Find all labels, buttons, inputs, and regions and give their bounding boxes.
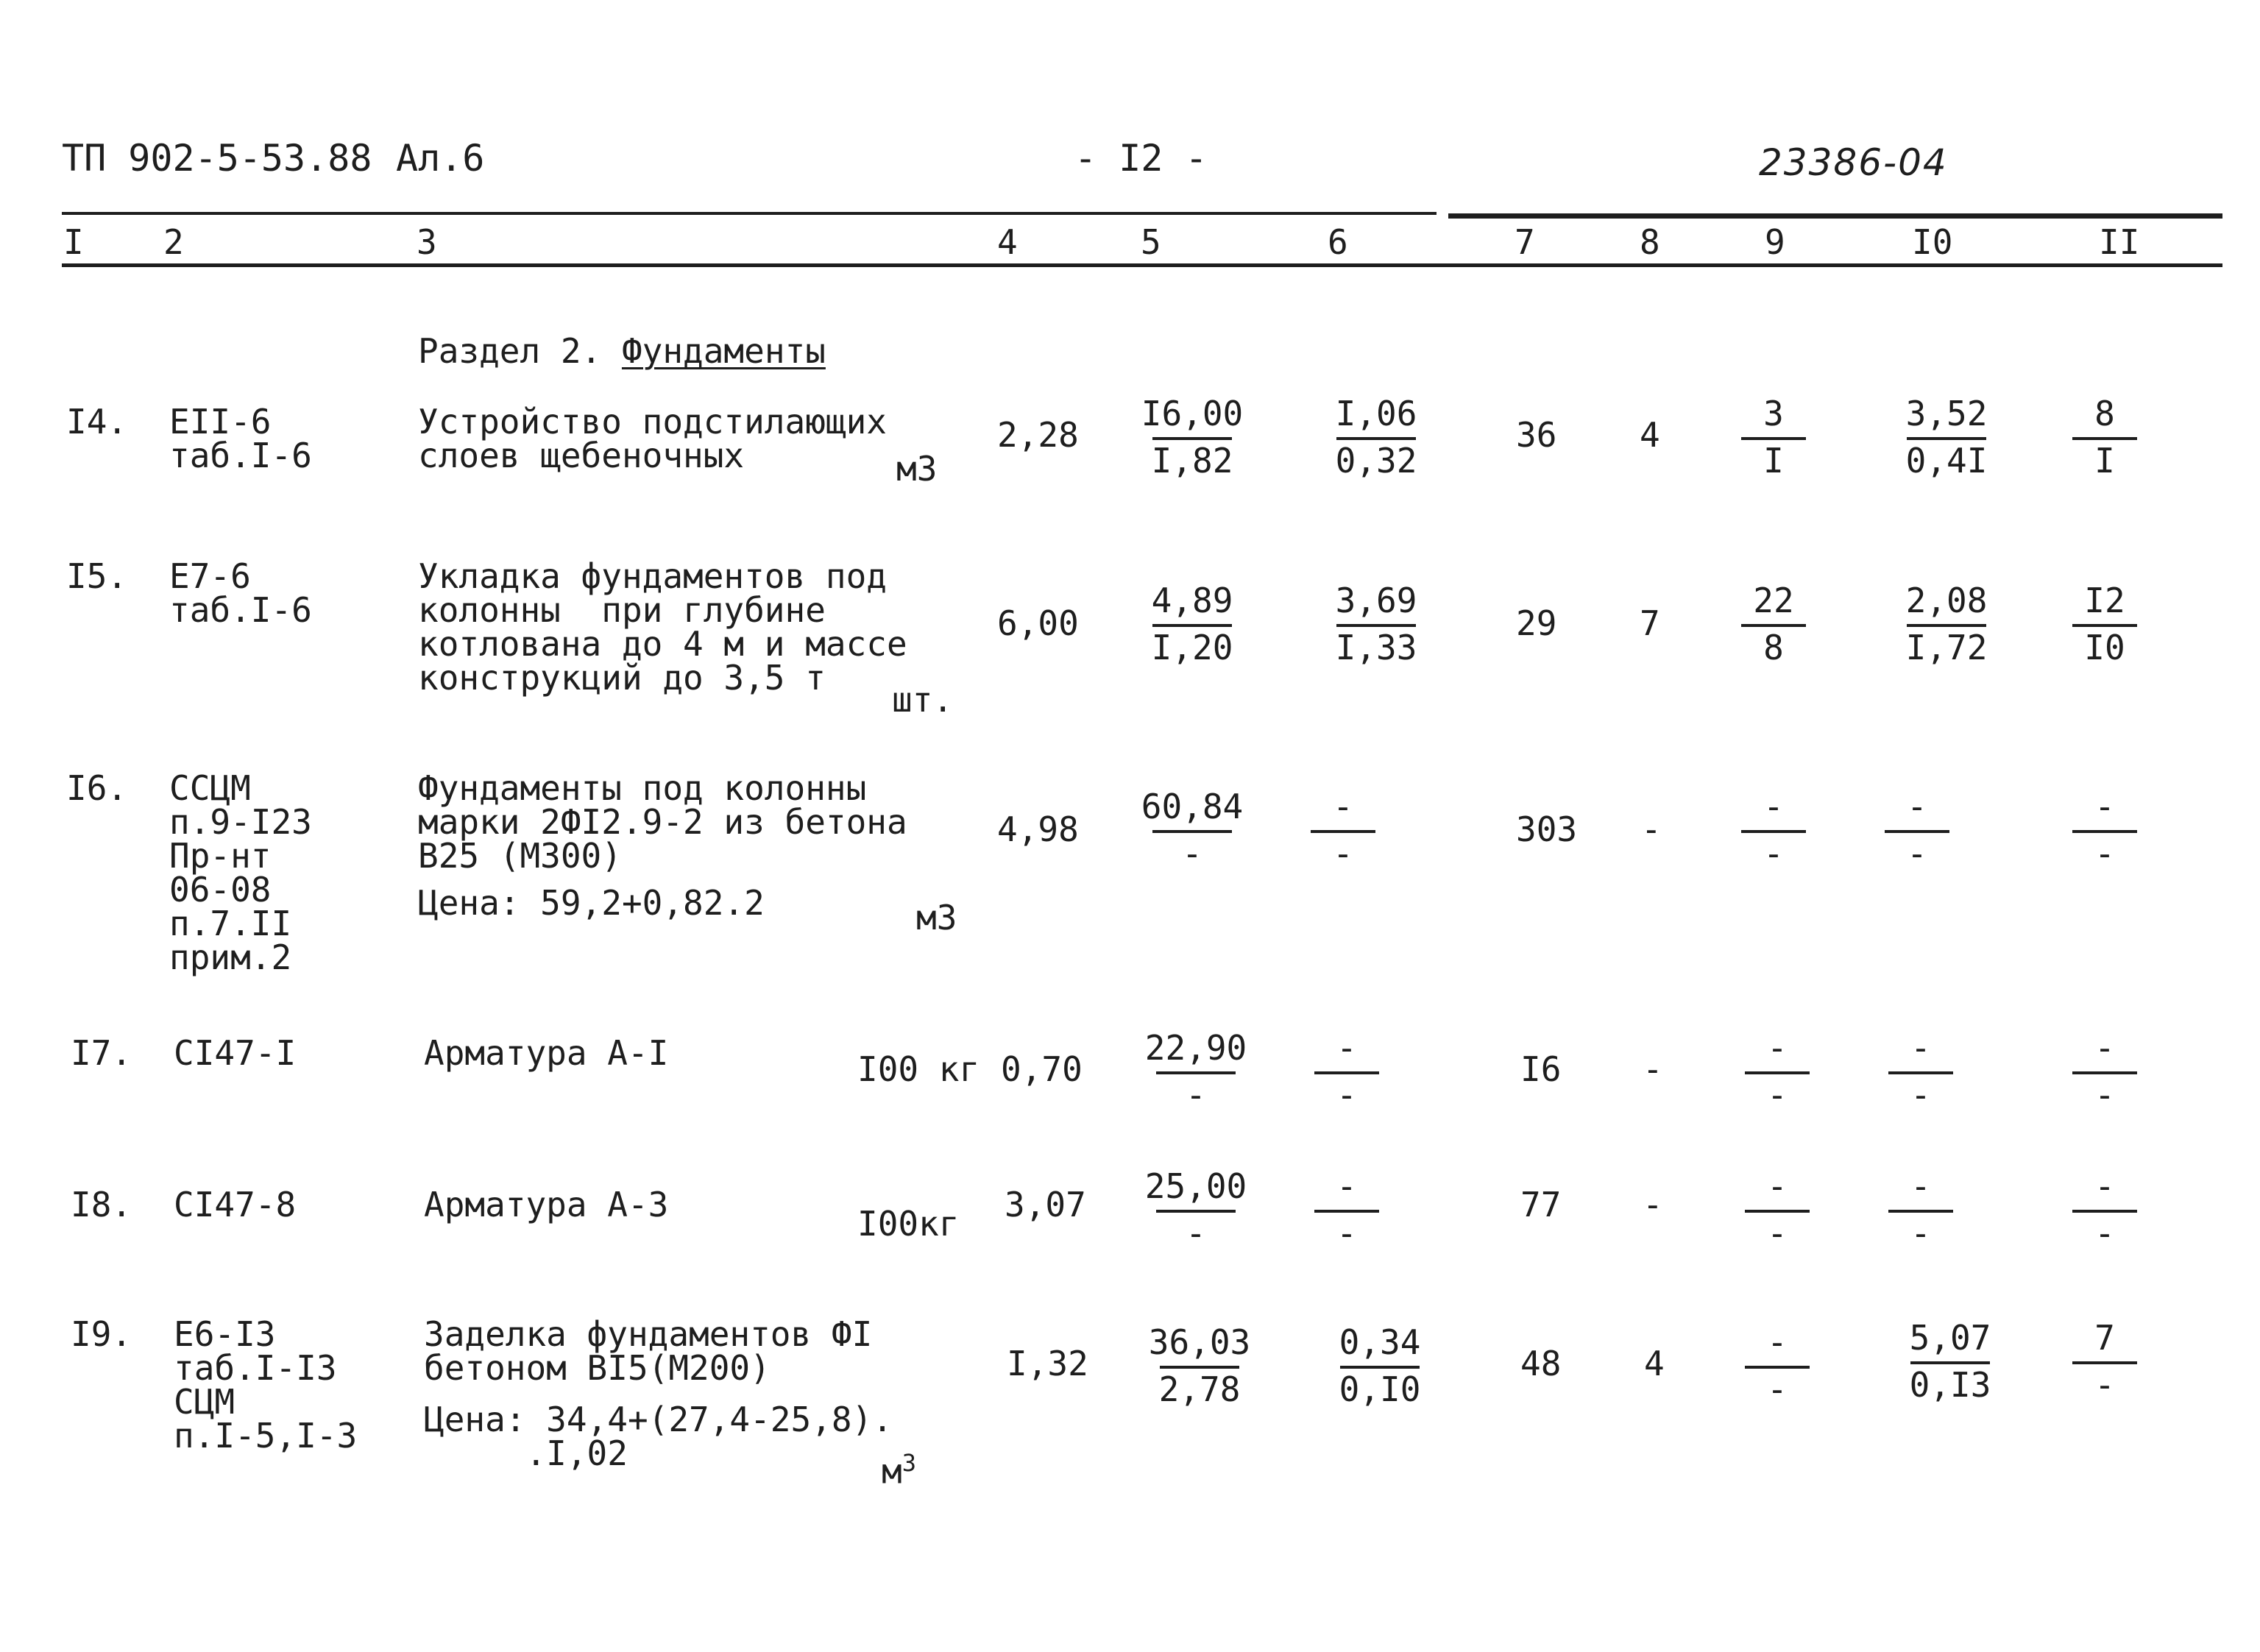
row-col8: 4 [1640, 415, 1660, 455]
row-col4: 0,70 [1001, 1049, 1083, 1089]
row-unit: м3 [896, 449, 938, 489]
row-col10 [1891, 580, 2002, 671]
row-col8: - [1641, 809, 1662, 849]
col6-bottom: 0,I0 [1339, 1369, 1421, 1409]
column-2: 2 [163, 222, 184, 262]
row-number: I4. [66, 402, 128, 442]
row-unit: м3 [916, 898, 957, 937]
doc-code: ТП 902-5-53.88 [62, 137, 372, 180]
col5-top: I6,00 [1141, 394, 1244, 433]
col11-bottom: - [2094, 1213, 2115, 1253]
col5-top: 36,03 [1148, 1322, 1251, 1362]
column-4: 4 [997, 222, 1018, 262]
row-col6 [1325, 1322, 1435, 1413]
row-col10 [1862, 786, 1972, 877]
col11-top: - [2094, 787, 2115, 826]
col6-top: - [1333, 787, 1353, 826]
col9-top: - [1767, 1322, 1788, 1362]
column-8: 8 [1640, 222, 1660, 262]
row-col11 [2050, 1166, 2160, 1257]
col6-top: - [1336, 1028, 1357, 1068]
row-col7: 77 [1520, 1185, 1562, 1224]
row-col6 [1321, 393, 1431, 484]
row-col8: - [1643, 1049, 1663, 1089]
col10-bottom: - [1910, 1075, 1931, 1115]
col5-bottom: 2,78 [1158, 1369, 1241, 1409]
column-3: 3 [417, 222, 437, 262]
row-description: Арматура A-3 [424, 1185, 669, 1224]
col11-bottom: I0 [2084, 628, 2125, 667]
col5-bottom: - [1186, 1213, 1206, 1253]
album-number: Ал.6 [396, 137, 485, 180]
column-1: I [63, 222, 84, 262]
col10-bottom: 0,4I [1905, 441, 1988, 481]
page-number: - I2 - [1074, 137, 1208, 180]
col10-top: - [1910, 1028, 1931, 1068]
column-10: I0 [1912, 222, 1953, 262]
row-col9 [1718, 786, 1829, 877]
row-col6 [1292, 1166, 1402, 1257]
col9-bottom: I [1763, 441, 1784, 481]
col9-top: - [1767, 1166, 1788, 1206]
row-col6 [1292, 1027, 1402, 1119]
row-price: Цена: 34,4+(27,4-25,8). .I,02 [424, 1400, 893, 1473]
row-unit [882, 1449, 916, 1492]
row-col8: 4 [1644, 1344, 1665, 1383]
row-col9 [1718, 580, 1829, 671]
row-code: CI47-8 [174, 1185, 297, 1224]
row-col8: 7 [1640, 603, 1660, 643]
col10-bottom: 0,I3 [1909, 1365, 1991, 1405]
col5-top: 25,00 [1144, 1166, 1247, 1206]
col9-top: 22 [1753, 581, 1794, 620]
col5-bottom: - [1182, 834, 1202, 873]
col11-top: I2 [2084, 581, 2125, 620]
col6-bottom: - [1333, 834, 1353, 873]
column-7: 7 [1515, 222, 1535, 262]
row-col7: 29 [1516, 603, 1557, 643]
row-unit-exponent: 3 [901, 1449, 916, 1477]
row-unit: шт. [892, 680, 954, 720]
row-col5 [1137, 580, 1247, 671]
row-col8: - [1643, 1185, 1663, 1224]
col11-bottom: - [2094, 1365, 2115, 1405]
row-col4: 3,07 [1005, 1185, 1086, 1224]
row-col7: 36 [1516, 415, 1557, 455]
row-code: E7-6 таб.I-6 [169, 556, 312, 630]
row-col4: 4,98 [997, 809, 1079, 849]
col6-top: 0,34 [1339, 1322, 1421, 1362]
col5-bottom: - [1186, 1075, 1206, 1115]
col9-bottom: - [1763, 834, 1784, 873]
row-col11 [2050, 1027, 2160, 1119]
row-price: Цена: 59,2+0,82.2 [418, 883, 765, 923]
row-col9 [1718, 393, 1829, 484]
col10-bottom: I,72 [1905, 628, 1988, 667]
header-rule-top-right [1448, 213, 2222, 219]
row-col10 [1895, 1317, 2005, 1408]
col11-top: - [2094, 1166, 2115, 1206]
section-prefix: Раздел 2. [418, 331, 602, 371]
row-col7: I6 [1520, 1049, 1562, 1089]
col10-top: - [1910, 1166, 1931, 1206]
header-rule-top-left [62, 212, 1437, 215]
col5-top: 60,84 [1141, 787, 1244, 826]
row-col9 [1722, 1027, 1832, 1119]
col6-top: - [1336, 1166, 1357, 1206]
row-unit: I00 кг [857, 1049, 980, 1089]
col11-top: - [2094, 1028, 2115, 1068]
col11-top: 8 [2094, 394, 2115, 433]
col9-top: - [1767, 1028, 1788, 1068]
section-title [418, 331, 826, 371]
col9-bottom: - [1767, 1213, 1788, 1253]
col10-top: 5,07 [1909, 1318, 1991, 1358]
col11-bottom: - [2094, 1075, 2115, 1115]
stamp-number: 23386-04 [1759, 141, 1948, 184]
row-col7: 48 [1520, 1344, 1562, 1383]
row-col11 [2050, 1317, 2160, 1408]
col5-bottom: I,20 [1151, 628, 1233, 667]
row-col6 [1288, 786, 1398, 877]
col10-bottom: - [1910, 1213, 1931, 1253]
row-col10 [1866, 1166, 1976, 1257]
col5-top: 4,89 [1151, 581, 1233, 620]
col9-top: - [1763, 787, 1784, 826]
row-col9 [1722, 1322, 1832, 1413]
row-description: Фундаменты под колонны марки 2ФI2.9-2 из бетона B25 (M300) [418, 768, 907, 876]
row-col11 [2050, 786, 2160, 877]
col6-top: I,06 [1335, 394, 1417, 433]
column-5: 5 [1141, 222, 1161, 262]
row-col9 [1722, 1166, 1832, 1257]
col9-top: 3 [1763, 394, 1784, 433]
row-number: I6. [66, 768, 128, 808]
row-description: Укладка фундаментов под колонны при глубине котлована до 4 м и массе конструкций до 3,5 т [418, 556, 907, 698]
row-col4: 2,28 [997, 415, 1079, 455]
row-col5 [1137, 393, 1247, 484]
row-code: CI47-I [174, 1033, 297, 1073]
col10-top: - [1907, 787, 1927, 826]
row-col11 [2050, 393, 2160, 484]
col11-bottom: I [2094, 441, 2115, 481]
col9-bottom: - [1767, 1369, 1788, 1409]
row-number: I5. [66, 556, 128, 596]
row-unit-text: м [882, 1451, 902, 1492]
col6-bottom: 0,32 [1335, 441, 1417, 481]
col10-top: 3,52 [1905, 394, 1988, 433]
row-code: ССЦМ п.9-I23 Пр-нт 06-08 п.7.II прим.2 [169, 768, 312, 977]
column-9: 9 [1765, 222, 1785, 262]
col11-top: 7 [2094, 1318, 2115, 1358]
row-col10 [1866, 1027, 1976, 1119]
row-col5 [1141, 1166, 1251, 1257]
col6-top: 3,69 [1335, 581, 1417, 620]
row-number: I9. [71, 1314, 132, 1354]
row-code: E6-I3 таб.I-I3 СЦМ п.I-5,I-3 [174, 1314, 358, 1456]
col11-bottom: - [2094, 834, 2115, 873]
col5-bottom: I,82 [1151, 441, 1233, 481]
row-col7: 303 [1516, 809, 1578, 849]
row-number: I8. [71, 1185, 132, 1224]
column-11: II [2099, 222, 2140, 262]
col6-bottom: - [1336, 1213, 1357, 1253]
col5-top: 22,90 [1144, 1028, 1247, 1068]
row-col4: 6,00 [997, 603, 1079, 643]
row-description: Арматура A-I [424, 1033, 669, 1073]
col10-bottom: - [1907, 834, 1927, 873]
row-col6 [1321, 580, 1431, 671]
row-col5 [1141, 1027, 1251, 1119]
row-col10 [1891, 393, 2002, 484]
section-name: Фундаменты [621, 331, 826, 371]
row-code: EII-6 таб.I-6 [169, 402, 312, 475]
row-description: Устройство подстилающих слоев щебеночных [418, 402, 887, 475]
col10-top: 2,08 [1905, 581, 1988, 620]
row-col11 [2050, 580, 2160, 671]
row-col5 [1137, 786, 1247, 877]
col6-bottom: - [1336, 1075, 1357, 1115]
col9-bottom: - [1767, 1075, 1788, 1115]
row-description: Заделка фундаментов ФI бетоном BI5(M200) [424, 1314, 873, 1388]
row-col4: I,32 [1007, 1344, 1088, 1383]
row-number: I7. [71, 1033, 132, 1073]
row-unit: I00кг [857, 1204, 960, 1244]
header-rule-bottom [62, 263, 2222, 267]
col9-bottom: 8 [1763, 628, 1784, 667]
row-col5 [1144, 1322, 1255, 1413]
col6-bottom: I,33 [1335, 628, 1417, 667]
column-6: 6 [1328, 222, 1348, 262]
